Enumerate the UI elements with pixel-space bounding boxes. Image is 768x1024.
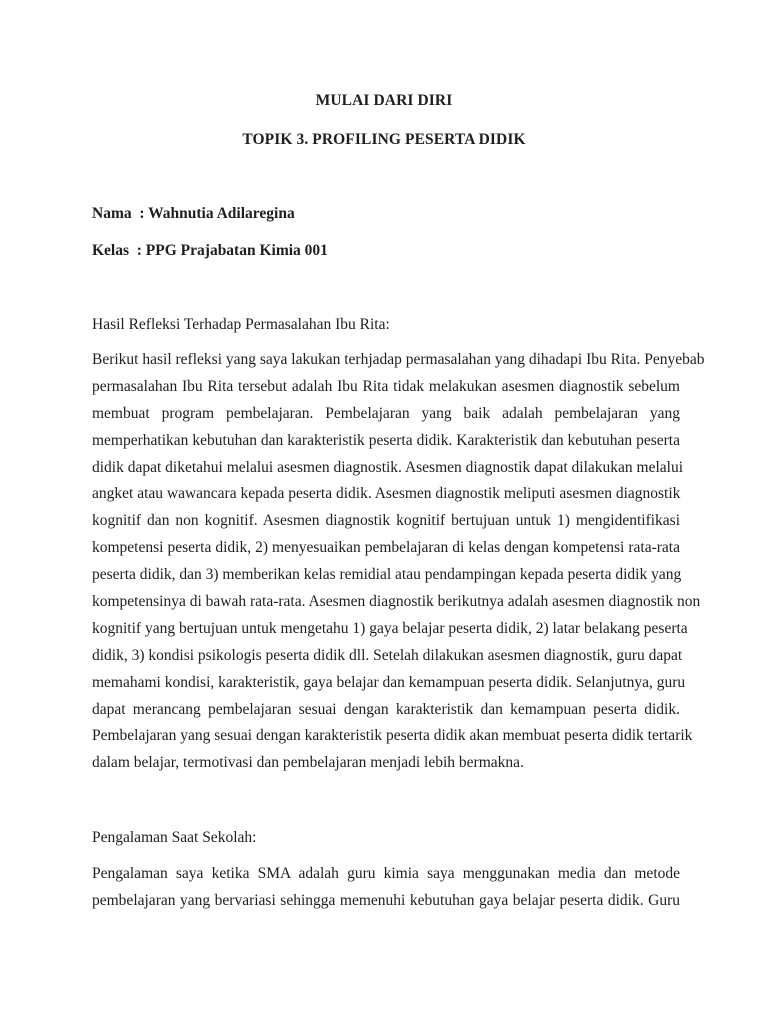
paragraph-line: angket atau wawancara kepada peserta didik. Asesmen diagnostik meliputi asesmen diagnostik: [92, 485, 681, 503]
paragraph-line: Pembelajaran yang sesuai dengan karakteristik peserta didik akan membuat peserta didik tertarik: [92, 727, 693, 745]
paragraph-line: memahami kondisi, karakteristik, gaya belajar dan kemampuan peserta didik. Selanjutnya, guru: [92, 673, 686, 691]
paragraph-line: didik, 3) kondisi psikologis peserta didik dll. Setelah dilakukan asesmen diagnostik, guru dapat: [92, 646, 683, 664]
paragraph-pengalaman: [92, 865, 680, 919]
paragraph-line: kognitif yang bertujuan untuk mengetahu 1) gaya belajar peserta didik, 2) latar belakang peserta: [92, 619, 688, 637]
section-heading-refleksi: Hasil Refleksi Terhadap Permasalahan Ibu Rita:: [92, 316, 390, 333]
paragraph-line: Berikut hasil refleksi yang saya lakukan terhjadap permasalahan yang dihadapi Ibu Rita. Penyebab: [92, 351, 705, 368]
paragraph-line: didik dapat diketahui melalui asesmen diagnostik. Asesmen diagnostik dapat dilakukan melalui: [92, 458, 684, 476]
field-nama: Nama : Wahnutia Adilaregina: [92, 205, 295, 222]
paragraph-line: peserta didik, dan 3) memberikan kelas remidial atau pendampingan kepada peserta didik yang: [92, 566, 682, 584]
paragraph-line: Pengalaman saya ketika SMA adalah guru kimia saya menggunakan media dan metode: [92, 865, 680, 882]
paragraph-line: kognitif dan non kognitif. Asesmen diagnostik kognitif bertujuan untuk 1) mengidentifikasi: [92, 512, 680, 530]
paragraph-line: dalam belajar, termotivasi dan pembelajaran menjadi lebih bermakna.: [92, 754, 524, 772]
paragraph-line: kompetensi peserta didik, 2) menyesuaikan pembelajaran di kelas dengan kompetensi rata-rata: [92, 539, 680, 557]
paragraph-refleksi: [92, 351, 705, 781]
document-subtitle: TOPIK 3. PROFILING PESERTA DIDIK: [242, 131, 526, 148]
paragraph-line: pembelajaran yang bervariasi sehingga memenuhi kebutuhan gaya belajar peserta didik. Guru: [92, 891, 680, 909]
paragraph-line: permasalahan Ibu Rita tersebut adalah Ibu Rita tidak melakukan asesmen diagnostik sebelum: [92, 377, 680, 395]
paragraph-line: dapat merancang pembelajaran sesuai dengan karakteristik dan kemampuan peserta didik.: [92, 700, 680, 718]
field-kelas: Kelas : PPG Prajabatan Kimia 001: [92, 242, 328, 259]
document-title: MULAI DARI DIRI: [315, 92, 453, 109]
paragraph-line: kompetensinya di bawah rata-rata. Asesmen diagnostik berikutnya adalah asesmen diagnostik non: [92, 593, 701, 611]
section-heading-pengalaman: Pengalaman Saat Sekolah:: [92, 829, 257, 846]
paragraph-line: memperhatikan kebutuhan dan karakteristik peserta didik. Karakteristik dan kebutuhan peserta: [92, 431, 680, 449]
paragraph-line: membuat program pembelajaran. Pembelajaran yang baik adalah pembelajaran yang: [92, 404, 680, 422]
